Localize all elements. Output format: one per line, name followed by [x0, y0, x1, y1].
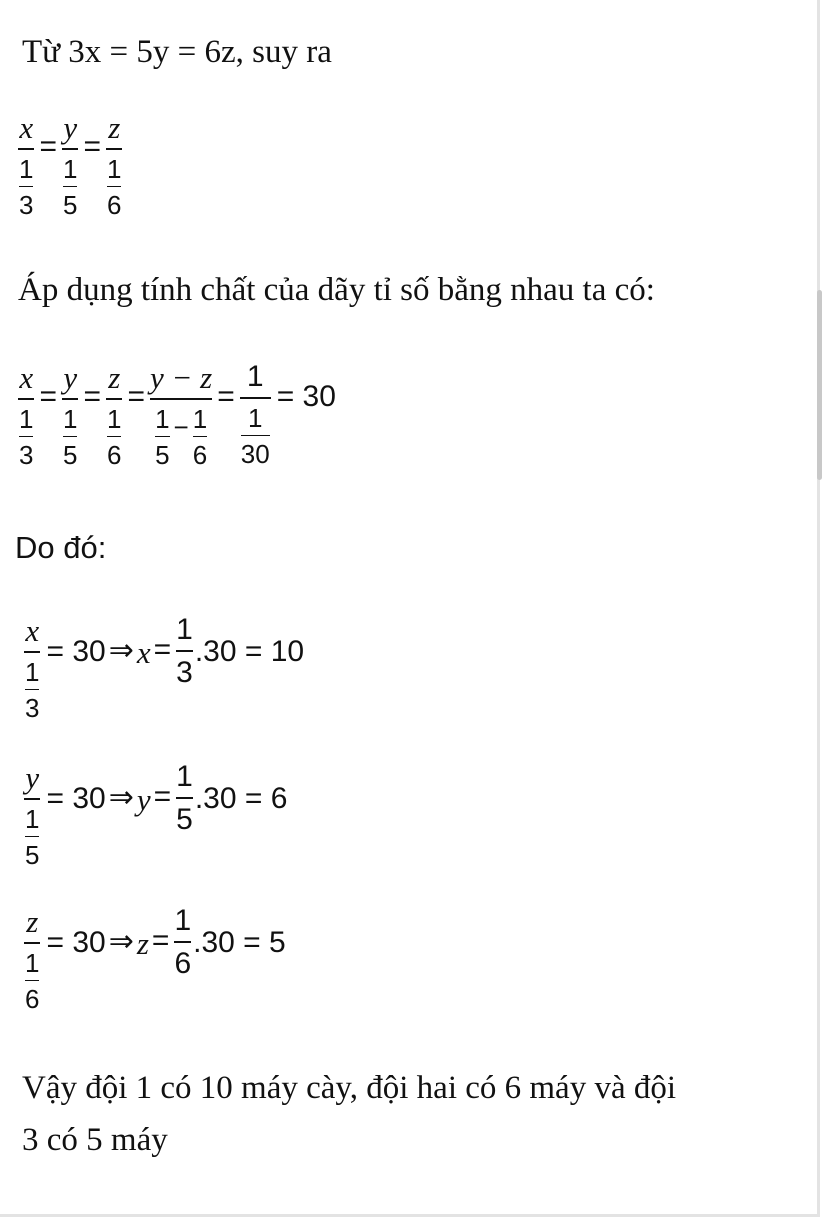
equals-sign: =: [153, 780, 172, 813]
property-text: Áp dụng tính chất của dãy tỉ số bằng nhau ta có:: [18, 272, 655, 308]
numerator: 1: [25, 804, 40, 834]
var-z: z: [108, 110, 121, 145]
expr-y-minus-z: y − z: [150, 360, 213, 395]
denominator: 5: [25, 840, 40, 870]
result-y: .30 = 6: [194, 782, 288, 815]
equals-sign: =: [153, 633, 172, 666]
equals-sign: =: [151, 924, 170, 957]
numerator: 1: [248, 403, 263, 433]
numerator: 1: [63, 404, 78, 434]
fraction-x-over-third: [16, 112, 36, 218]
numerator: 1: [174, 904, 192, 937]
var-z: z: [26, 904, 39, 939]
equals-sign: =: [39, 130, 57, 163]
denominator: 5: [63, 440, 78, 470]
denominator: 6: [107, 440, 122, 470]
conclusion-line-2: 3 có 5 máy: [22, 1122, 168, 1158]
numerator: 1: [192, 404, 208, 434]
denominator: 6: [107, 190, 122, 220]
implies-arrow: ⇒: [108, 634, 134, 667]
var-x: x: [136, 635, 151, 670]
denominator: 6: [192, 440, 208, 470]
fraction-x-over-third: [22, 615, 42, 721]
denominator: 6: [174, 947, 192, 980]
equation-result-x: [22, 615, 304, 721]
denominator: 6: [25, 984, 40, 1014]
var-y: y: [63, 110, 78, 145]
result-z: .30 = 5: [193, 926, 286, 959]
fraction-one-third: [174, 615, 195, 688]
numerator: 1: [19, 404, 34, 434]
equals-sign: =: [83, 130, 101, 163]
var-x: x: [19, 360, 34, 395]
numerator: 1: [25, 657, 40, 687]
equation-chain: [16, 362, 336, 468]
var-y: y: [25, 760, 40, 795]
numerator: 1: [176, 760, 193, 793]
var-x: x: [19, 110, 34, 145]
result-x: .30 = 10: [194, 635, 305, 668]
numerator: 1: [107, 404, 122, 434]
var-x: x: [25, 613, 40, 648]
denominator: 5: [155, 440, 170, 470]
denominator: 3: [25, 693, 40, 723]
result-thirty: = 30: [46, 782, 106, 815]
equals-sign: =: [39, 380, 57, 413]
fraction-one-fifth: [174, 762, 195, 835]
minus-sign: −: [173, 412, 189, 442]
equals-sign: =: [127, 380, 145, 413]
equals-sign: =: [83, 380, 101, 413]
denominator: 5: [176, 803, 193, 836]
numerator: 1: [155, 404, 170, 434]
numerator: 1: [63, 154, 78, 184]
implies-arrow: ⇒: [108, 781, 134, 814]
numerator: 1: [246, 360, 264, 393]
var-z: z: [108, 360, 121, 395]
fraction-difference: [148, 362, 214, 468]
fraction-x-over-third: [16, 362, 36, 468]
var-y: y: [136, 782, 151, 817]
fraction-z-over-sixth: [22, 906, 42, 1012]
equals-sign: =: [217, 380, 235, 413]
denominator: 5: [63, 190, 78, 220]
var-y: y: [63, 360, 78, 395]
denominator: 30: [240, 439, 270, 469]
denominator: 3: [176, 656, 193, 689]
fraction-one-over-thirtieth: [238, 362, 273, 467]
denominator: 3: [19, 440, 34, 470]
result-thirty: = 30: [46, 635, 106, 668]
fraction-y-over-fifth: [22, 762, 42, 868]
var-z: z: [136, 926, 149, 961]
fraction-z-over-sixth: [104, 362, 124, 468]
fraction-one-sixth: [172, 906, 193, 979]
equation-ratio: [16, 112, 124, 218]
equation-result-z: [22, 906, 286, 1012]
result-thirty: = 30: [46, 926, 106, 959]
result-thirty: = 30: [276, 380, 336, 413]
therefore-text: Do đó:: [15, 530, 107, 565]
fraction-y-over-fifth: [60, 112, 80, 218]
numerator: 1: [176, 613, 193, 646]
conclusion-line-1: Vậy đội 1 có 10 máy cày, đội hai có 6 máy và đội: [22, 1070, 677, 1106]
fraction-y-over-fifth: [60, 362, 80, 468]
intro-text: Từ 3x = 5y = 6z, suy ra: [22, 34, 332, 70]
fraction-z-over-sixth: [104, 112, 124, 218]
numerator: 1: [25, 948, 40, 978]
denominator: 3: [19, 190, 34, 220]
numerator: 1: [107, 154, 122, 184]
numerator: 1: [19, 154, 34, 184]
scrollbar[interactable]: [817, 290, 822, 480]
implies-arrow: ⇒: [108, 925, 134, 958]
equation-result-y: [22, 762, 287, 868]
